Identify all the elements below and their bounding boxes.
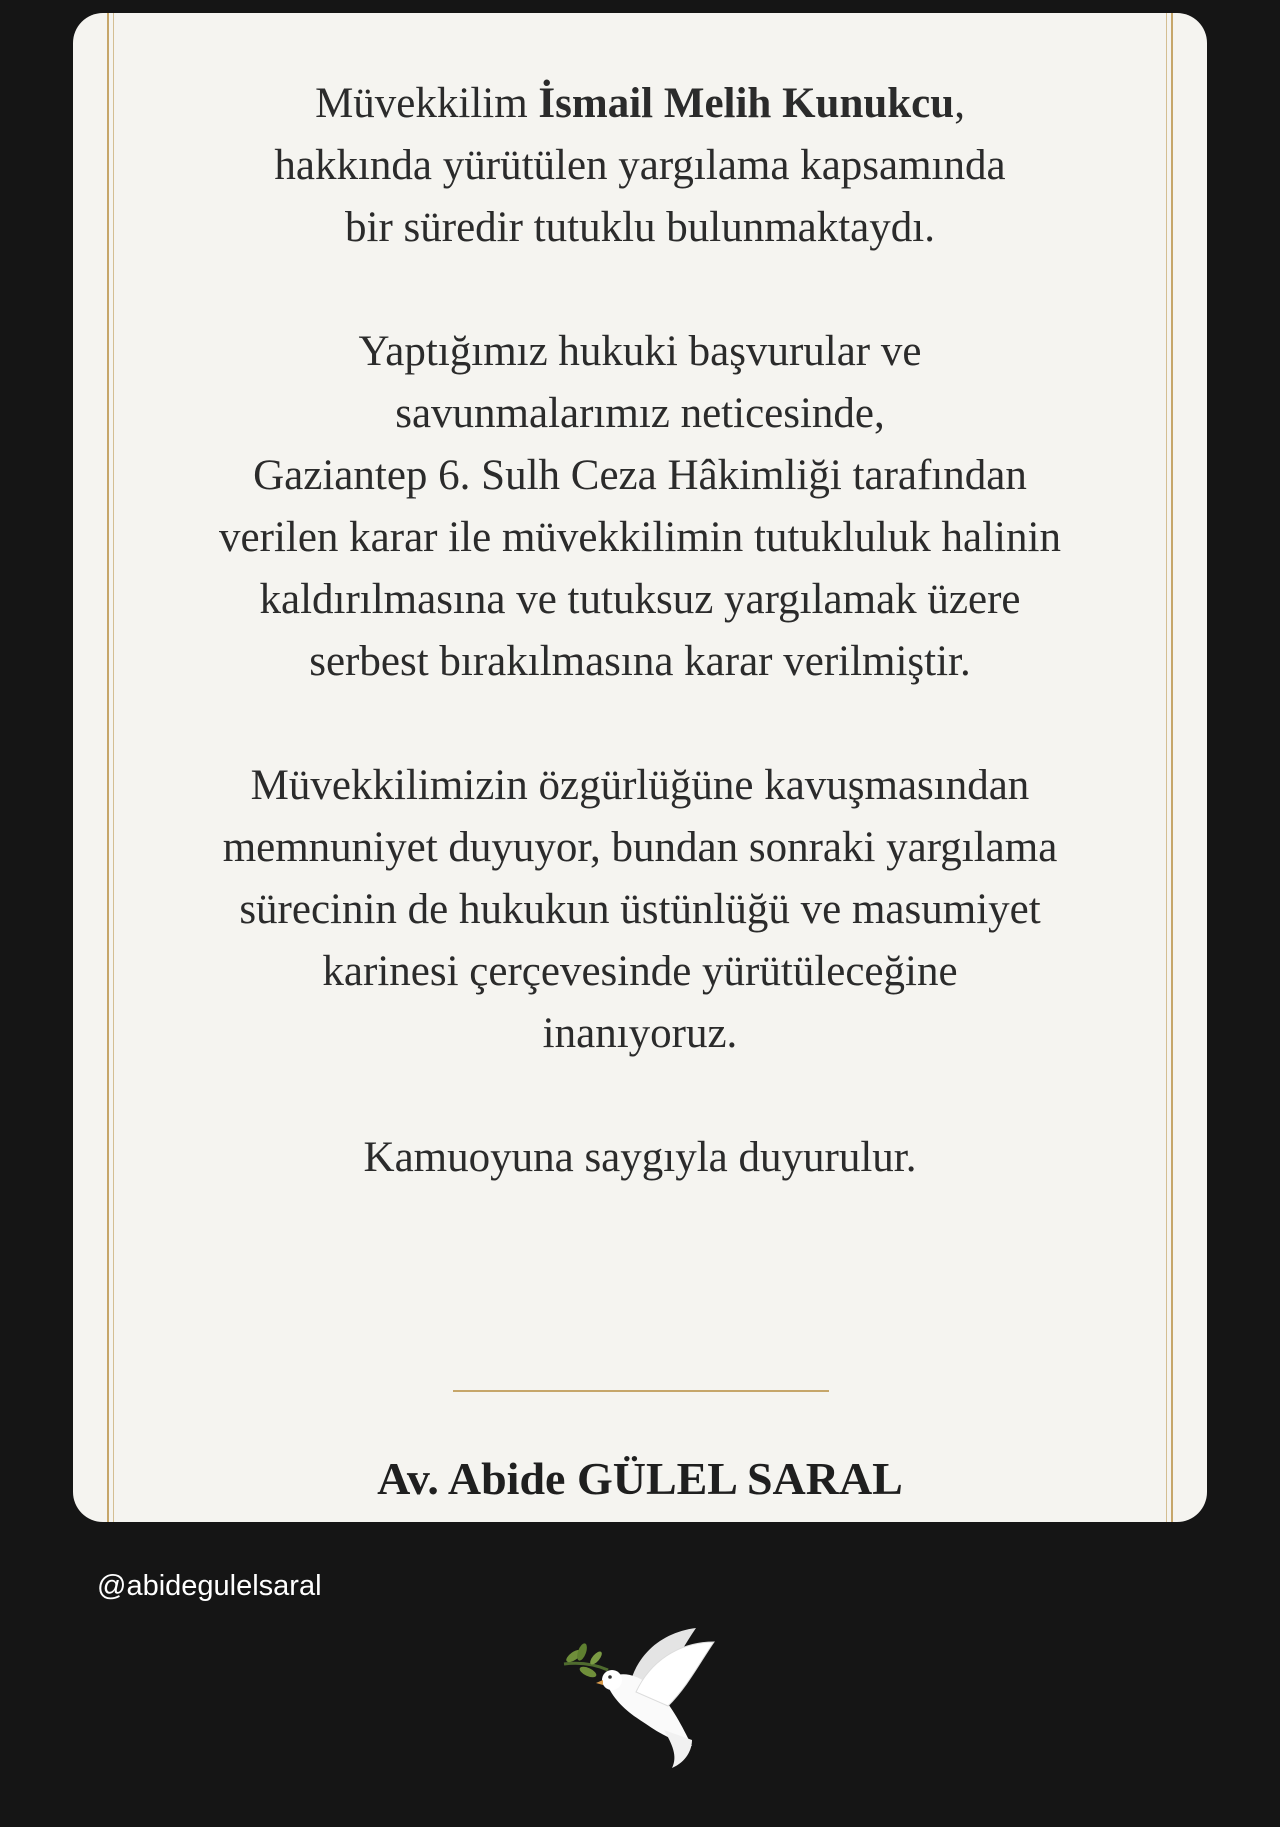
paragraph-3-line: sürecinin de hukukun üstünlüğü ve masumiyet [239, 886, 1041, 933]
closing-paragraph [73, 1127, 1207, 1189]
paragraph-1 [73, 73, 1207, 259]
paragraph-3 [73, 755, 1207, 1065]
paragraph-3-line: inanıyoruz. [542, 1010, 738, 1057]
line-suffix: , [954, 80, 965, 127]
signature-divider [453, 1390, 829, 1392]
paragraph-3-line: karinesi çerçevesinde yürütüleceğine [322, 948, 958, 995]
statement-card [73, 13, 1207, 1522]
client-name: İsmail Melih Kunukcu [538, 80, 955, 127]
paragraph-3-line: memnuniyet duyuyor, bundan sonraki yargılama [222, 824, 1058, 871]
paragraph-1-line-2: hakkında yürütülen yargılama kapsamında [274, 142, 1006, 189]
paragraph-2-line: savunmalarımız neticesinde, [395, 390, 885, 437]
statement-text [73, 73, 1207, 1189]
paragraph-2-line: verilen karar ile müvekkilimin tutukluluk halinin [219, 514, 1061, 561]
paragraph-1-line-3: bir süredir tutuklu bulunmaktaydı. [345, 204, 935, 251]
dove-with-olive-branch-icon[interactable] [560, 1622, 716, 1772]
paragraph-2-line: serbest bırakılmasına karar verilmiştir. [309, 638, 971, 685]
paragraph-2-line: Yaptığımız hukuki başvurular ve [358, 328, 922, 375]
closing-line: Kamuoyuna saygıyla duyurulur. [363, 1134, 917, 1181]
line-prefix: Müvekkilim [315, 80, 539, 127]
paragraph-2-line: Gaziantep 6. Sulh Ceza Hâkimliği tarafından [253, 452, 1027, 499]
paragraph-2 [73, 321, 1207, 693]
paragraph-1-line-1 [73, 73, 1207, 135]
paragraph-3-line: Müvekkilimizin özgürlüğüne kavuşmasından [250, 762, 1030, 809]
signature: Av. Abide GÜLEL SARAL [377, 1453, 903, 1504]
mention-sticker[interactable]: @abidegulelsaral [97, 1570, 322, 1602]
paragraph-2-line: kaldırılmasına ve tutuksuz yargılamak üzere [259, 576, 1021, 623]
